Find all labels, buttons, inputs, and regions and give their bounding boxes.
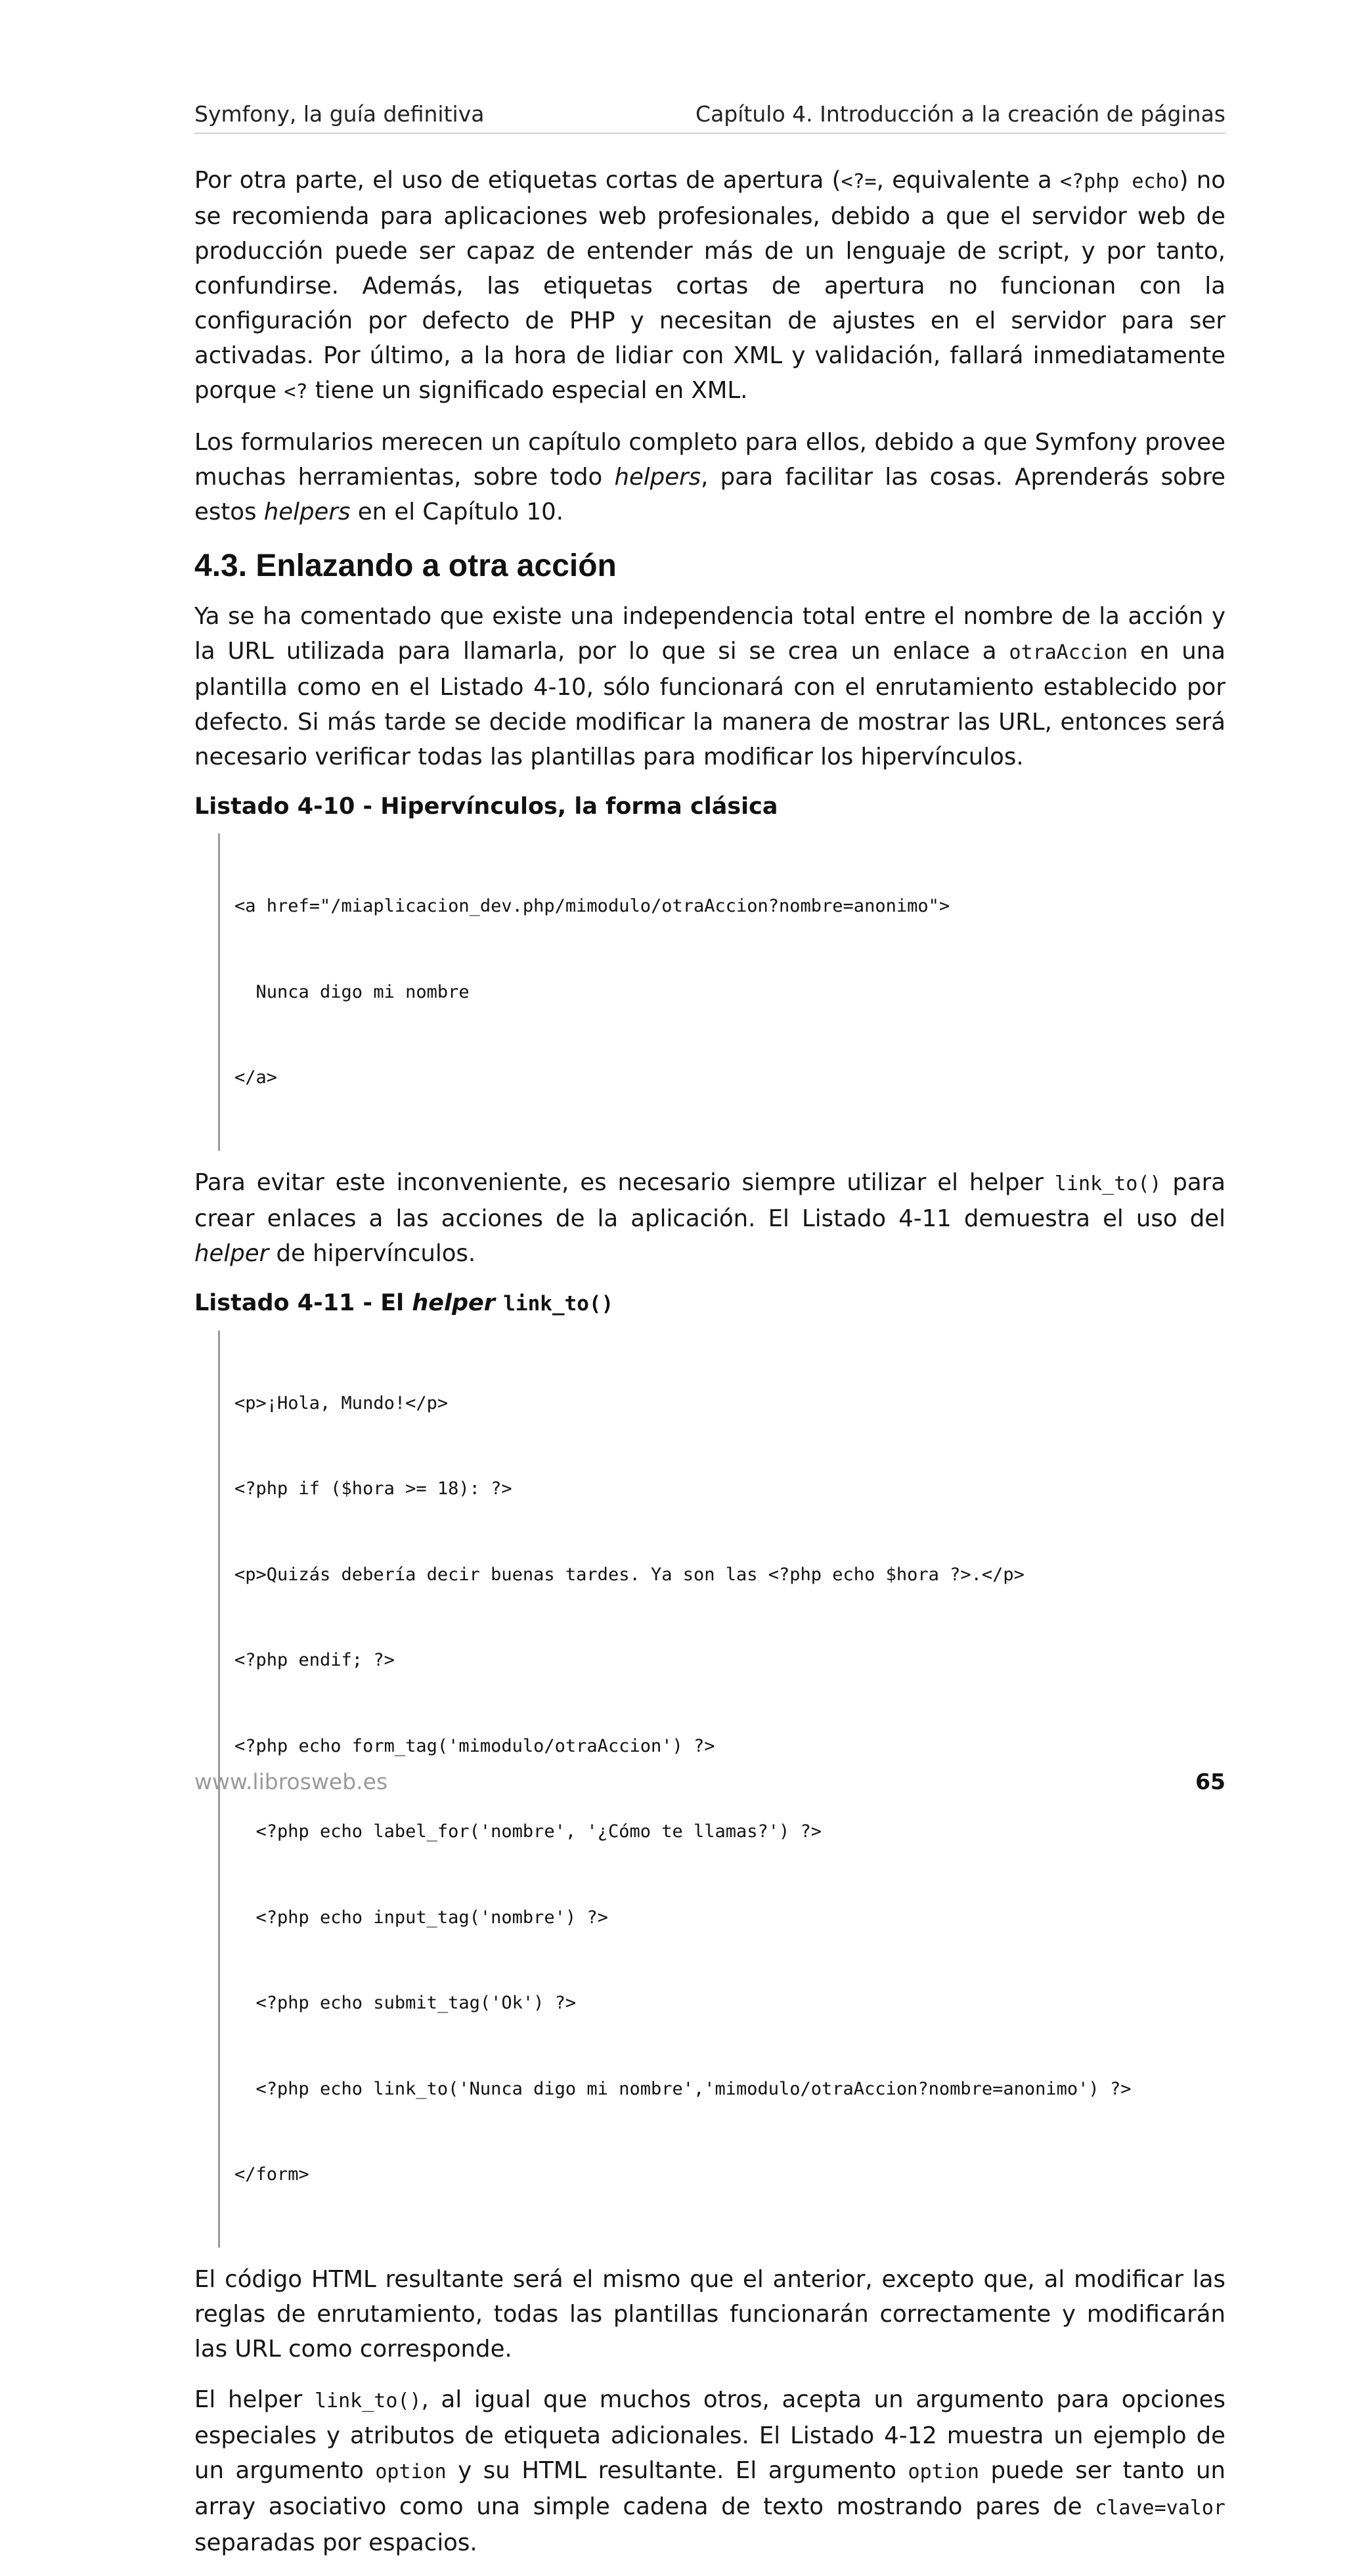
page-footer	[194, 1765, 1225, 1798]
paragraph-result: El código HTML resultante será el mismo que el anterior, excepto que, al modificar las reglas de enrutamiento, todas las plantillas funcionarán correctamente y modificarán las URL como corresponde.	[194, 2265, 1225, 2363]
inline-code: option	[375, 2460, 447, 2483]
inline-code: clave=valor	[1095, 2496, 1225, 2520]
code-line: <?php if ($hora >= 18): ?>	[234, 1478, 512, 1499]
footer-site: www.librosweb.es	[194, 1769, 388, 1794]
listing-4-10-code	[218, 833, 1225, 1151]
paragraph-link-intro: Ya se ha comentado que existe una independencia total entre el nombre de la acción y la URL utilizada para llamarla, por lo que si se crea un enlace a otraAccion en una plantilla como en el Listado 4-10, sólo funcionará con el enrutamiento establecido por defecto. Si más tarde se decide modificar la manera de mostrar las URL, entonces será necesario verificar todas las plantillas para modificar los hipervínculos.	[194, 603, 1225, 770]
inline-code: <?php echo	[1060, 170, 1180, 193]
inline-code: option	[908, 2460, 979, 2483]
book-title: Symfony, la guía definitiva	[194, 101, 485, 127]
listing-4-11-title: Listado 4-11 - El helper link_to()	[194, 1289, 614, 1316]
code-line: <p>Quizás debería decir buenas tardes. Ya son las <?php echo $hora ?>.</p>	[234, 1564, 1025, 1585]
running-header	[194, 99, 1225, 134]
code-line: <p>¡Hola, Mundo!</p>	[234, 1392, 449, 1413]
inline-code: <?	[284, 380, 308, 403]
code-line: <?php endif; ?>	[234, 1650, 395, 1670]
chapter-title: Capítulo 4. Introducción a la creación de páginas	[695, 101, 1225, 127]
paragraph-options: El helper link_to(), al igual que muchos otros, acepta un argumento para opciones especiales y atributos de etiqueta adicionales. El Listado 4-12 muestra un ejemplo de un argumento option y su HTML resultante. El argumento option puede ser tanto un array asociativo como una simple cadena de texto mostrando pares de clave=valor separadas por espacios.	[194, 2386, 1226, 2556]
code-line: Nunca digo mi nombre	[234, 981, 470, 1002]
inline-code: link_to()	[1054, 1172, 1162, 1195]
paragraph-short-tags: Por otra parte, el uso de etiquetas cortas de apertura (<?=, equivalente a <?php echo) no se recomienda para aplicaciones web profesionales, debido a que el servidor web de producción puede ser capaz de entender más de un lenguaje de script, y por tanto, confundirse. Además, las etiquetas cortas de apertura no funcionan con la configuración por defecto de PHP y necesitan de ajustes en el servidor para ser activadas. Por último, a la hora de lidiar con XML y validación, fallará inmediatamente porque <? tiene un significado especial en XML.	[194, 167, 1225, 404]
page-number: 65	[1195, 1769, 1225, 1794]
inline-code: otraAccion	[1009, 641, 1128, 664]
code-line: </form>	[234, 2164, 309, 2185]
inline-code: <?=	[841, 170, 877, 193]
paragraph-forms: Los formularios merecen un capítulo completo para ellos, debido a que Symfony provee muchas herramientas, sobre todo helpers, para facilitar las cosas. Aprenderás sobre estos helpers en el Capítulo 10.	[194, 429, 1225, 525]
code-line: <?php echo submit_tag('Ok') ?>	[234, 1993, 577, 2013]
paragraph-link-to: Para evitar este inconveniente, es necesario siempre utilizar el helper link_to() para crear enlaces a las acciones de la aplicación. El Listado 4-11 demuestra el uso del helper de hipervínculos.	[194, 1168, 1225, 1267]
code-line: <?php echo input_tag('nombre') ?>	[234, 1907, 608, 1928]
code-line: <?php echo label_for('nombre', '¿Cómo te llamas?') ?>	[234, 1821, 822, 1842]
code-line: <?php echo form_tag('mimodulo/otraAccion') ?>	[234, 1735, 715, 1756]
content	[194, 163, 1225, 2576]
code-line: </a>	[234, 1067, 278, 1088]
section-title: 4.3. Enlazando a otra acción	[194, 548, 617, 583]
listing-4-10-title: Listado 4-10 - Hipervínculos, la forma clásica	[194, 793, 778, 820]
code-line: <?php echo link_to('Nunca digo mi nombre','mimodulo/otraAccion?nombre=anonimo') ?>	[234, 2078, 1132, 2099]
code-line: <a href="/miaplicacion_dev.php/mimodulo/otraAccion?nombre=anonimo">	[234, 896, 950, 916]
inline-code: link_to()	[314, 2389, 422, 2412]
